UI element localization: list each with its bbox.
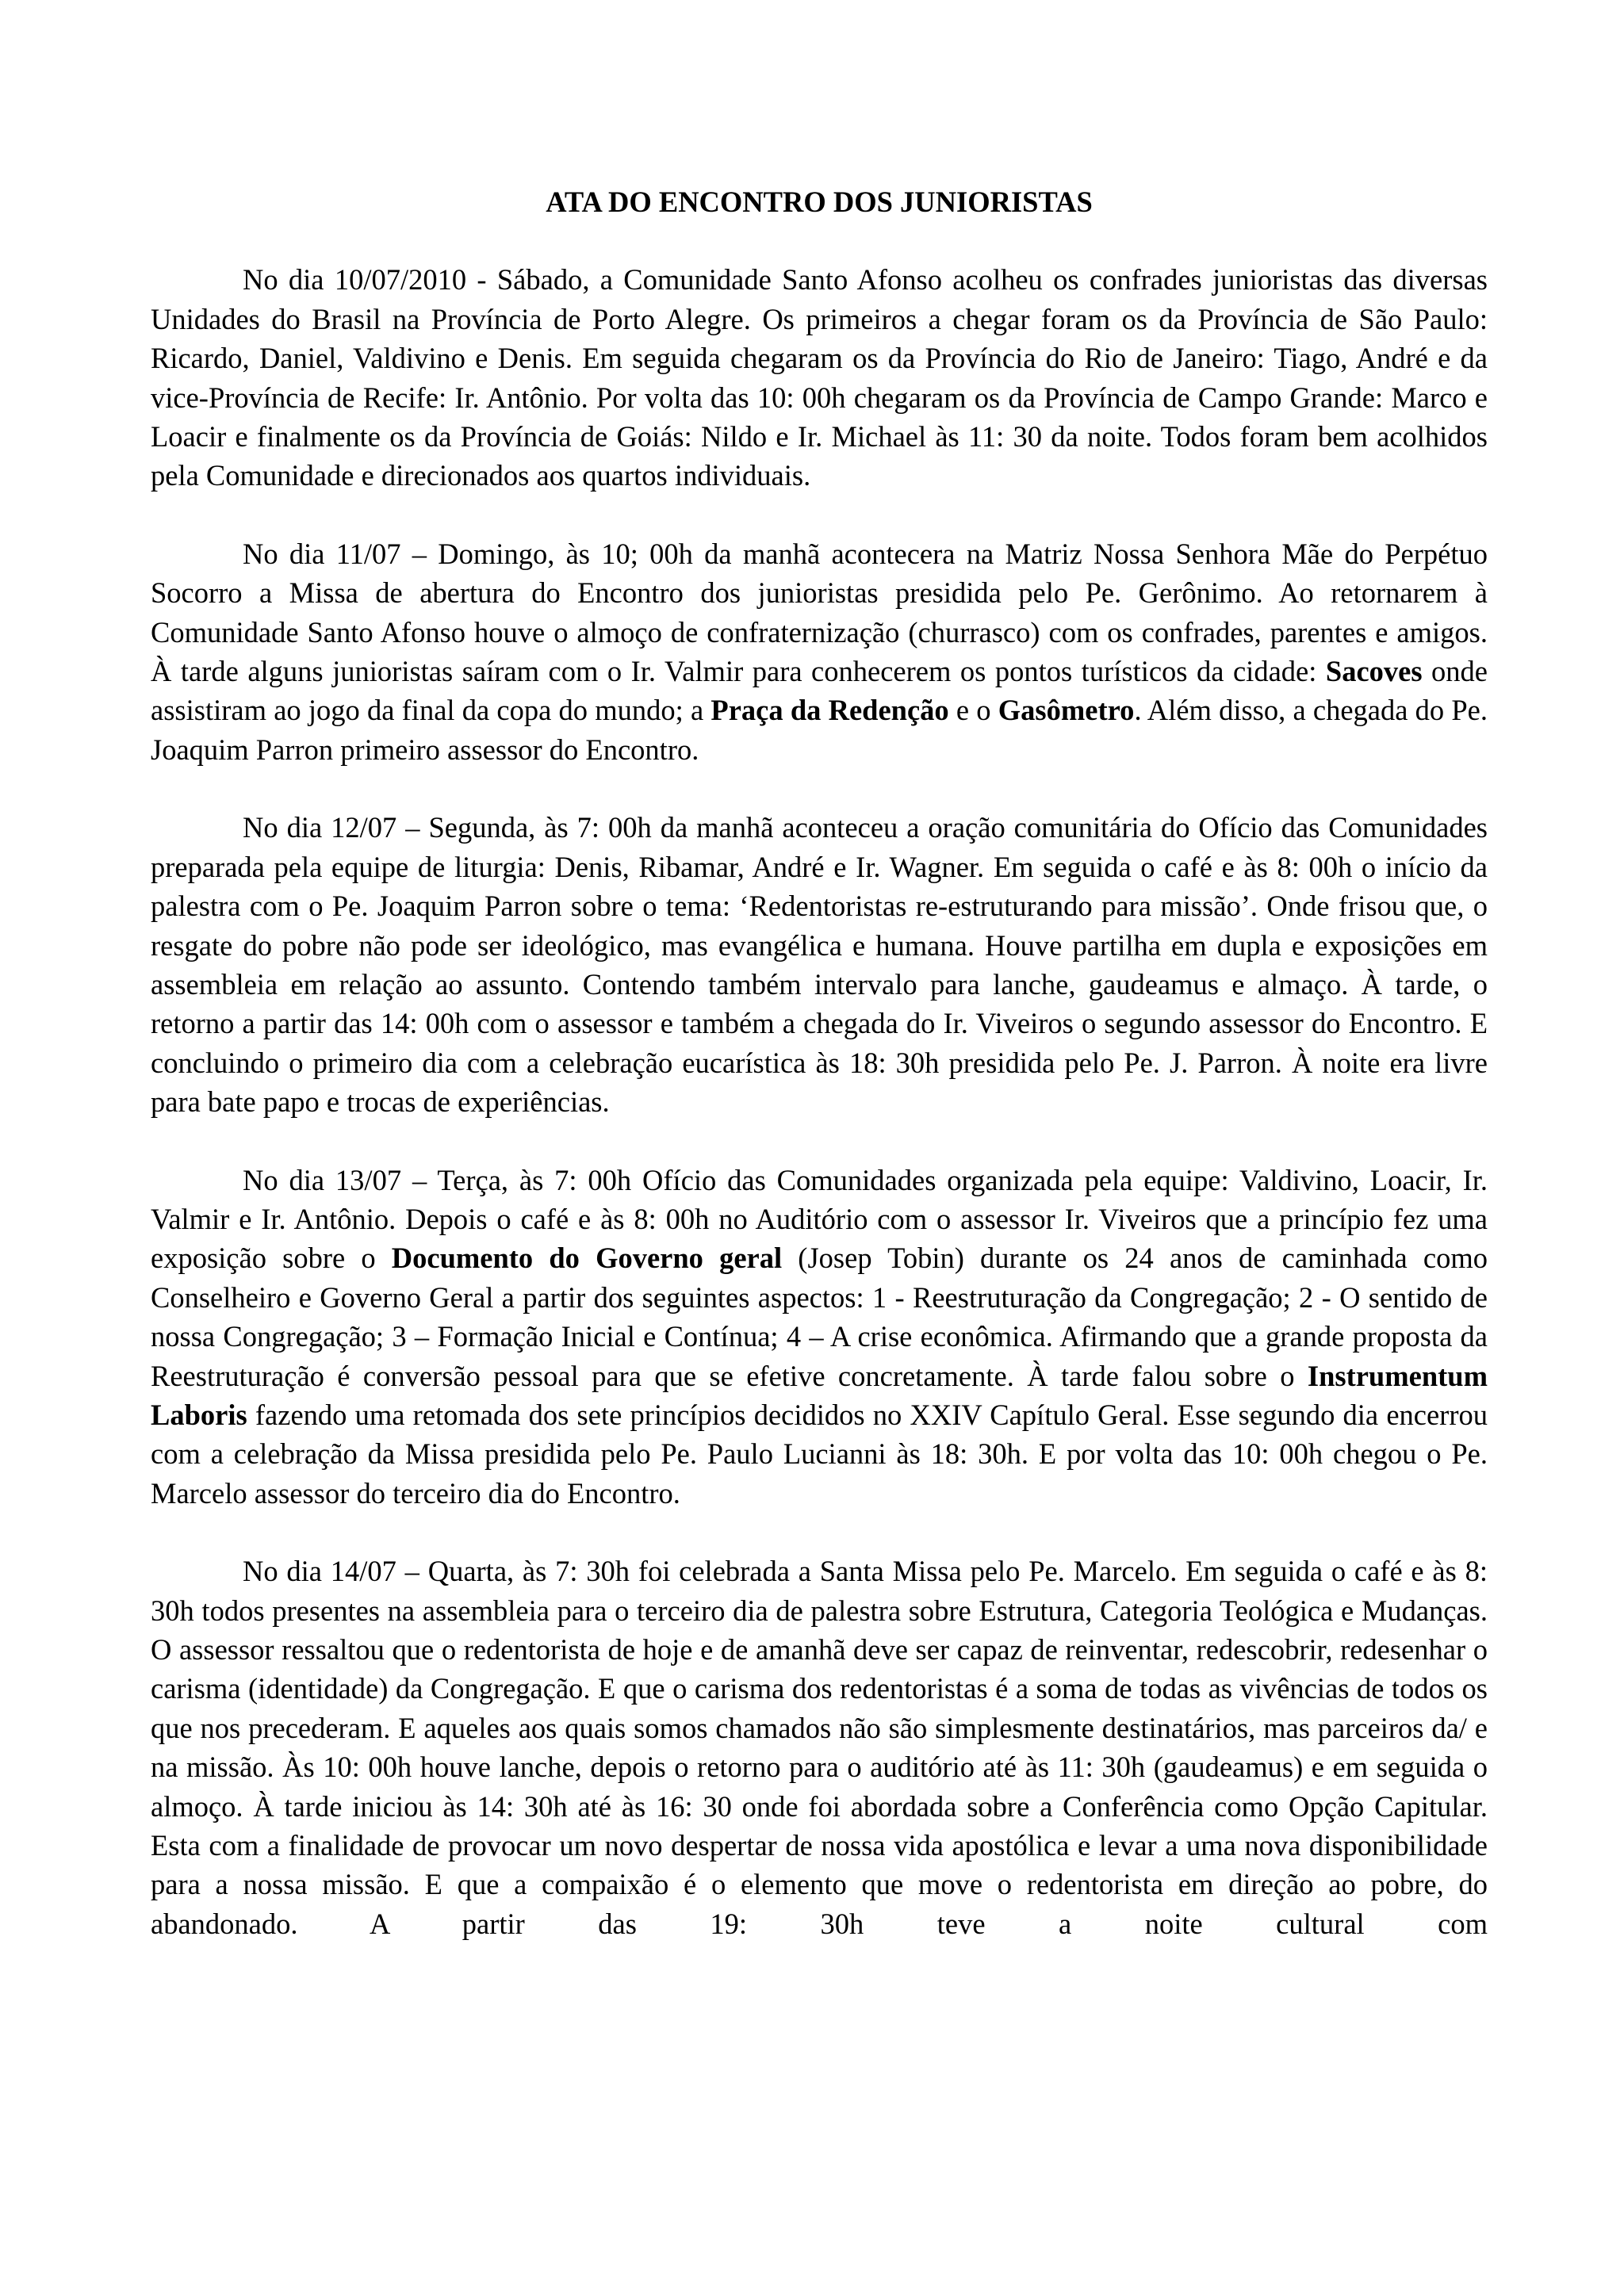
document-page [151, 182, 1488, 1982]
paragraph-day-14: No dia 14/07 – Quarta, às 7: 30h foi celebrada a Santa Missa pelo Pe. Marcelo. Em seguida o café e às 8: 30h todos presentes na assembleia para o terceiro dia de palestra sobre Estrutura, Categoria Teológica e Mudanças. O assessor ressaltou que o redentorista de hoje e de amanhã deve ser capaz de reinventar, redescobrir, redesenhar o carisma (identidade) da Congregação. E que o carisma dos redentoristas é a soma de todas as vivências de todos os que nos precederam. E aqueles aos quais somos chamados não são simplesmente destinatários, mas parceiros da/ e na missão. Às 10: 00h houve lanche, depois o retorno para o auditório até às 11: 30h (gaudeamus) e em seguida o almoço. À tarde iniciou às 14: 30h até às 16: 30 onde foi abordada sobre a Conferência como Opção Capitular. Esta com a finalidade de provocar um novo despertar de nossa vida apostólica e levar a uma nova disponibilidade para a nossa missão. E que a compaixão é o elemento que move o redentorista em direção ao pobre, do abandonado. A partir das 19: 30h teve a noite cultural com [151, 1555, 1488, 1940]
paragraph-day-10: No dia 10/07/2010 - Sábado, a Comunidade Santo Afonso acolheu os confrades junioristas das diversas Unidades do Brasil na Província de Porto Alegre. Os primeiros a chegar foram os da Província de São Paulo: Ricardo, Daniel, Valdivino e Denis. Em seguida chegaram os da Província do Rio de Janeiro: Tiago, André e da vice-Província de Recife: Ir. Antônio. Por volta das 10: 00h chegaram os da Província de Campo Grande: Marco e Loacir e finalmente os da Província de Goiás: Nildo e Ir. Michael às 11: 30 da noite. Todos foram bem acolhidos pela Comunidade e direcionados aos quartos individuais. [151, 263, 1488, 492]
bold-term-instrumentum-laboris: Instrumentum Laboris [151, 1359, 1488, 1431]
paragraph-text: onde assistiram ao jogo da final da copa do mundo; a [151, 655, 1488, 727]
bold-term-praca-da-redencao: Praça da Redenção [710, 694, 949, 727]
paragraph-day-12: No dia 12/07 – Segunda, às 7: 00h da manhã aconteceu a oração comunitária do Ofício das Comunidades preparada pela equipe de liturgia: Denis, Ribamar, André e Ir. Wagner. Em seguida o café e às 8: 00h o início da palestra com o Pe. Joaquim Parron sobre o tema: ‘Redentoristas re-estruturando para missão’. Onde frisou que, o resgate do pobre não pode ser ideológico, mas evangélica e humana. Houve partilha em dupla e exposições em assembleia em relação ao assunto. Contendo também intervalo para lanche, gaudeamus e almaço. À tarde, o retorno a partir das 14: 00h com o assessor e também a chegada do Ir. Viveiros o segundo assessor do Encontro. E concluindo o primeiro dia com a celebração eucarística às 18: 30h presidida pelo Pe. J. Parron. À noite era livre para bate papo e trocas de experiências. [151, 811, 1488, 1119]
paragraph-text: fazendo uma retomada dos sete princípios decididos no XXIV Capítulo Geral. Esse segundo dia encerrou com a celebração da Missa presidida pelo Pe. Paulo Lucianni às 18: 30h. E por volta das 10: 00h chegou o Pe. Marcelo assessor do terceiro dia do Encontro. [151, 1398, 1488, 1510]
paragraph-text: (Josep Tobin) durante os 24 anos de caminhada como Conselheiro e Governo Geral a partir dos seguintes aspectos: 1 - Reestruturação da Congregação; 2 - O sentido de nossa Congregação; 3 – Formação Inicial e Contínua; 4 – A crise econômica. Afirmando que a grande proposta da Reestruturação é conversão pessoal para que se efetive concretamente. À tarde falou sobre o [151, 1242, 1488, 1392]
bold-term-gasometro: Gasômetro [998, 694, 1135, 727]
paragraph-text: No dia 13/07 – Terça, às 7: 00h Ofício das Comunidades organizada pela equipe: Valdivino, Loacir, Ir. Valmir e Ir. Antônio. Depois o café e às 8: 00h no Auditório com o assessor Ir. Viveiros que a princípio fez uma exposição sobre o [151, 1163, 1488, 1275]
paragraph-text: e o [948, 694, 998, 727]
paragraph-text: . Além disso, a chegada do Pe. Joaquim Parron primeiro assessor do Encontro. [151, 694, 1488, 766]
bold-term-documento-governo-geral: Documento do Governo geral [391, 1242, 783, 1275]
paragraph-text: No dia 11/07 – Domingo, às 10; 00h da manhã acontecera na Matriz Nossa Senhora Mãe do Perpétuo Socorro a Missa de abertura do Encontro dos junioristas presidida pelo Pe. Gerônimo. Ao retornarem à Comunidade Santo Afonso houve o almoço de confraternização (churrasco) com os confrades, parentes e amigos. À tarde alguns junioristas saíram com o Ir. Valmir para conhecerem os pontos turísticos da cidade: [151, 537, 1488, 688]
paragraph-day-11 [151, 534, 1488, 769]
document-title: ATA DO ENCONTRO DOS JUNIORISTAS [546, 186, 1093, 218]
paragraph-day-13 [151, 1161, 1488, 1513]
bold-term-sacoves: Sacoves [1325, 655, 1423, 688]
